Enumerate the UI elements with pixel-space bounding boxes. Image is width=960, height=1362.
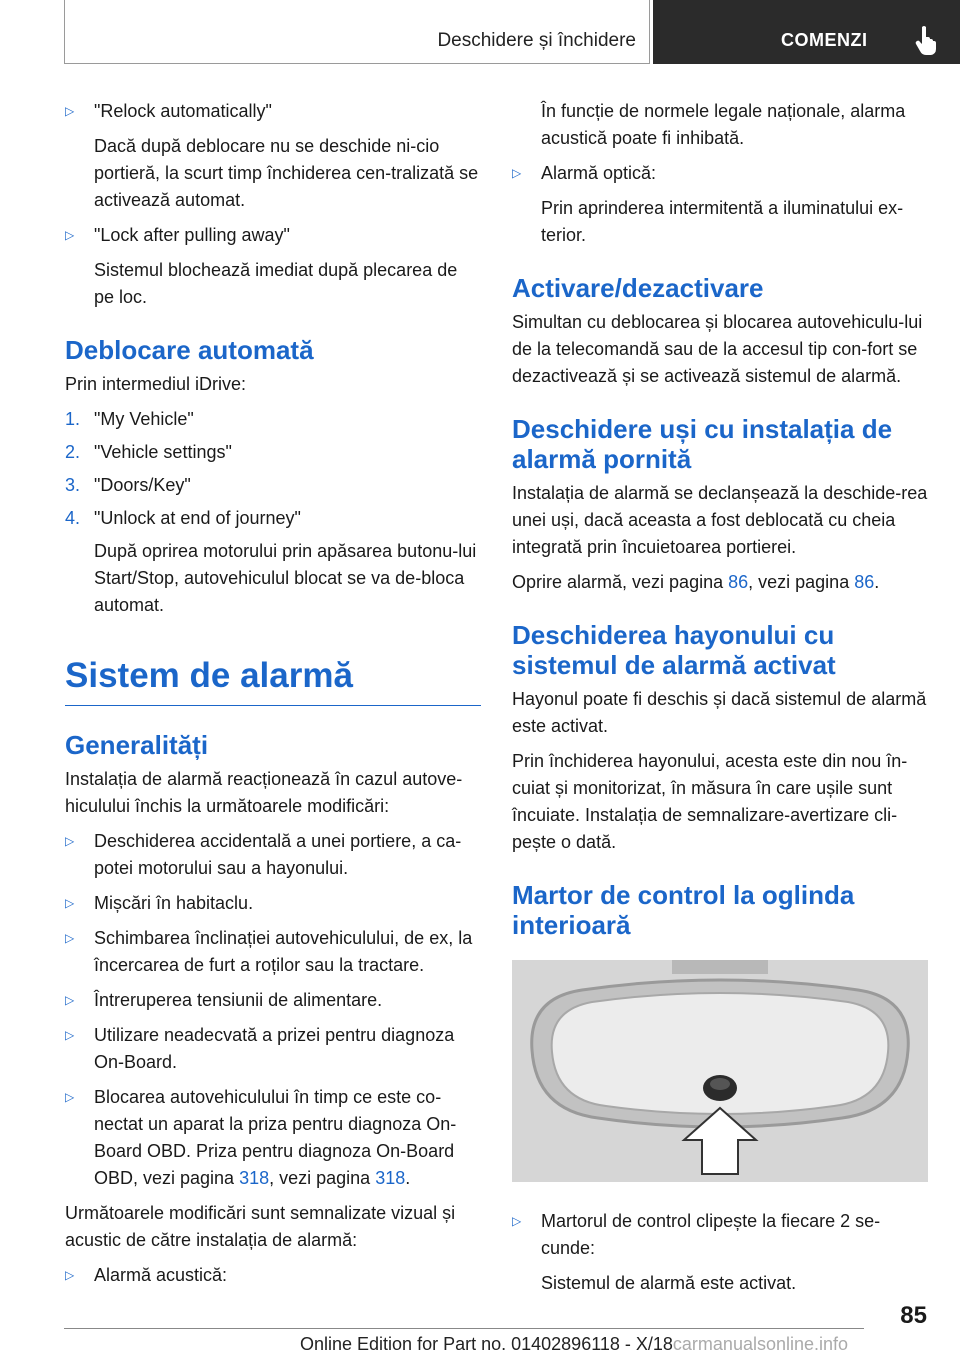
heading-doors-alarm: Deschidere uși cu instalația de alarmă pornită xyxy=(512,414,893,474)
item-description: În funcție de normele legale naționale, alarma acustică poate fi inhibată. xyxy=(541,101,906,148)
page-link[interactable]: 86 xyxy=(854,572,875,592)
rearview-mirror-illustration xyxy=(512,960,928,1182)
list-item: ▷ "Relock automatically" xyxy=(65,98,481,125)
item-description: Dacă după deblocare nu se deschide ni-cio portieră, la scurt timp închiderea cen-tralizată se activează automat. xyxy=(94,136,479,210)
paragraph: Simultan cu deblocarea și blocarea autovehiculu-lui de la telecomandă sau de la accesul tip con-fort se dezactivează și se activează sistemul de alarmă. xyxy=(512,312,923,386)
item-description: Sistemul blochează imediat după plecarea de pe loc. xyxy=(94,260,458,307)
list-item: ▷ Mișcări în habitaclu. xyxy=(65,890,481,917)
step-item: 2. "Vehicle settings" xyxy=(65,442,232,462)
bullet-triangle-icon: ▷ xyxy=(65,104,75,118)
heading-tailgate: Deschiderea hayonului cu sistemul de alarmă activat xyxy=(512,620,836,680)
paragraph: Instalația de alarmă reacționează în cazul autove-hiculului închis la următoarele modificări: xyxy=(65,769,463,816)
bullet-triangle-icon: ▷ xyxy=(65,834,75,848)
list-item: ▷ "Lock after pulling away" xyxy=(65,222,481,249)
page-header xyxy=(0,0,960,66)
heading-mirror-indicator: Martor de control la oglinda interioară xyxy=(512,880,855,940)
list-item: ▷ Utilizare neadecvată a prizei pentru diagnoza On-Board. xyxy=(65,1022,481,1076)
bullet-triangle-icon: ▷ xyxy=(65,896,75,910)
bullet-triangle-icon: ▷ xyxy=(65,1090,75,1104)
footer-text: Online Edition for Part no. 01402896118 - X/18carmanualsonline.info xyxy=(300,1334,849,1354)
bullet-triangle-icon: ▷ xyxy=(65,1028,75,1042)
item-description: Sistemul de alarmă este activat. xyxy=(541,1273,797,1293)
footer-divider xyxy=(64,1328,864,1329)
paragraph: Hayonul poate fi deschis și dacă sistemul de alarmă este activat. xyxy=(512,689,927,736)
item-description: Prin aprinderea intermitentă a iluminatului ex-terior. xyxy=(541,198,904,245)
bullet-triangle-icon: ▷ xyxy=(512,166,522,180)
watermark: carmanualsonline.info xyxy=(672,1334,849,1354)
paragraph: Prin închiderea hayonului, acesta este din nou în-cuiat și monitorizat, în măsura în care ușile sunt încuiate. Instalația de semnalizare-avertizare cli-pește o dată. xyxy=(512,751,908,852)
chapter-tab[interactable] xyxy=(653,0,960,64)
page-link[interactable]: 318 xyxy=(375,1168,406,1188)
heading-alarm-system: Sistem de alarmă xyxy=(65,655,481,706)
list-item: ▷ Alarmă acustică: xyxy=(65,1262,481,1289)
bullet-triangle-icon: ▷ xyxy=(65,1268,75,1282)
bullet-triangle-icon: ▷ xyxy=(65,228,75,242)
step-item: 4. "Unlock at end of journey" xyxy=(65,508,301,528)
page-link[interactable]: 318 xyxy=(239,1168,270,1188)
paragraph: Instalația de alarmă se declanșează la deschide-rea unei uși, dacă aceasta a fost deblocată cu cheia integrată prin încuietoarea portierei. xyxy=(512,483,928,557)
list-item: ▷ Schimbarea înclinației autovehiculului, de ex, la încercarea de furt a roților sau la tractare. xyxy=(65,925,481,979)
list-item: ▷ Martorul de control clipește la fiecare 2 se-cunde: xyxy=(512,1208,928,1262)
heading-general: Generalități xyxy=(65,730,209,760)
right-column xyxy=(512,98,928,1305)
heading-activation: Activare/dezactivare xyxy=(512,273,764,303)
paragraph: Oprire alarmă, vezi pagina 86, vezi pagina 86. xyxy=(512,572,880,592)
step-description: După oprirea motorului prin apăsarea butonu-lui Start/Stop, autovehiculul blocat se va de-bloca automat. xyxy=(94,541,477,615)
step-item: 1. "My Vehicle" xyxy=(65,409,194,429)
bullet-triangle-icon: ▷ xyxy=(65,993,75,1007)
pointing-hand-icon xyxy=(915,25,937,55)
bullet-triangle-icon: ▷ xyxy=(65,931,75,945)
list-item: ▷ Alarmă optică: xyxy=(512,160,928,187)
left-column xyxy=(65,98,481,1297)
list-item: ▷ Întreruperea tensiunii de alimentare. xyxy=(65,987,481,1014)
list-item: ▷ Deschiderea accidentală a unei portiere, a ca-potei motorului sau a hayonului. xyxy=(65,828,481,882)
bullet-triangle-icon: ▷ xyxy=(512,1214,522,1228)
heading-auto-unlock: Deblocare automată xyxy=(65,335,314,365)
step-item: 3. "Doors/Key" xyxy=(65,475,191,495)
paragraph: Prin intermediul iDrive: xyxy=(65,374,247,394)
page-link[interactable]: 86 xyxy=(728,572,749,592)
paragraph: Următoarele modificări sunt semnalizate vizual și acustic de către instalația de alarmă: xyxy=(65,1203,456,1250)
section-title: Deschidere și închidere xyxy=(437,30,636,51)
page-number: 85 xyxy=(900,1302,927,1329)
list-item: ▷ Blocarea autovehiculului în timp ce este co-nectat un aparat la priza pentru diagnoza On-Board OBD. Priza pentru diagnoza On-Board OBD, vezi pagina 318, vezi pagina 318. xyxy=(65,1084,481,1192)
chapter-tab-label: COMENZI xyxy=(781,30,868,50)
